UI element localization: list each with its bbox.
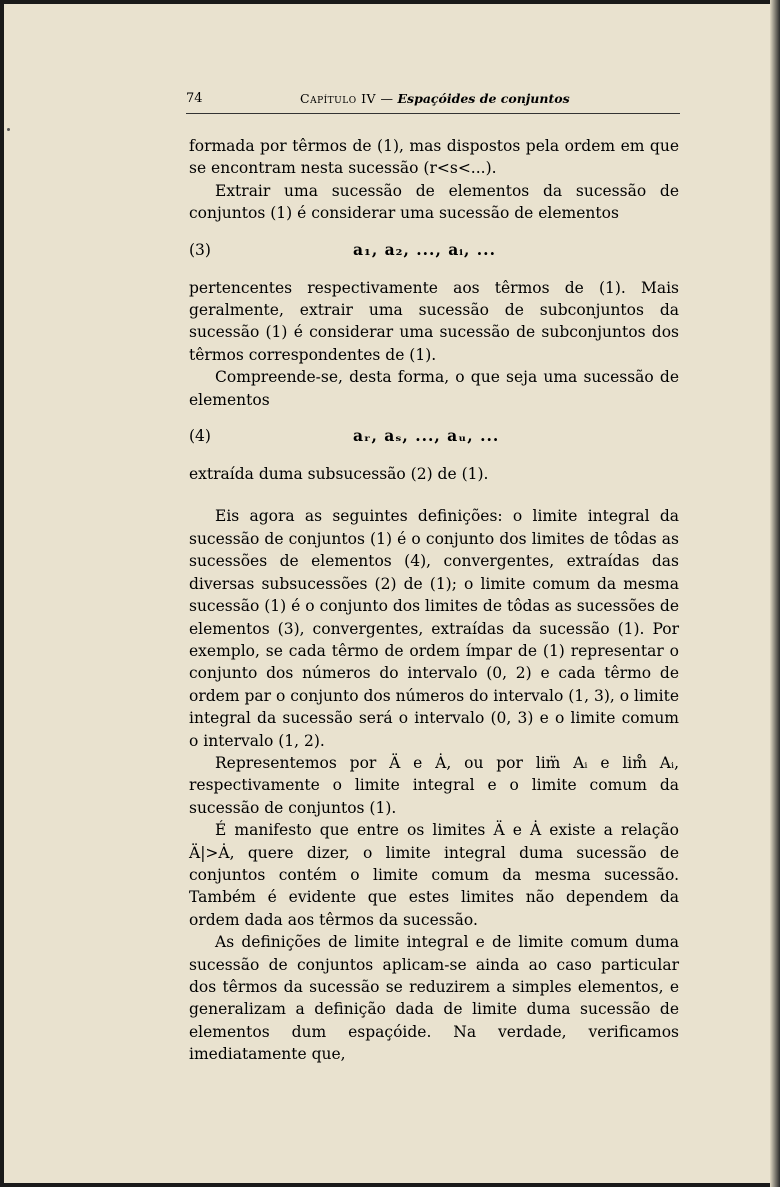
paragraph-8: É manifesto que entre os limites Ä e Ȧ existe a relação Ä|>Ȧ, quere dizer, o limite integral duma sucessão de conjuntos contém o limite comum da mesma sucessão. Também é evidente que estes limites não dependem da ordem dada aos têrmos da sucessão. bbox=[189, 821, 679, 929]
header-rule bbox=[186, 113, 680, 114]
chapter-subject: Espaçóides de conjuntos bbox=[397, 91, 570, 106]
equation-4-formula: aᵣ, aₛ, ..., aᵤ, ... bbox=[353, 426, 500, 446]
paragraph-2: Extrair uma sucessão de elementos da sucessão de conjuntos (1) é considerar uma sucessão de elementos bbox=[189, 181, 679, 223]
paragraph-7: Representemos por Ä e Ȧ, ou por lim̈ Aᵢ e lim̊ Aᵢ, respectivamente o limite integral e o limite comum da sucessão de conjuntos (1). bbox=[189, 753, 679, 817]
paragraph-4: Compreende-se, desta forma, o que seja uma sucessão de elementos bbox=[189, 368, 679, 409]
body-text bbox=[189, 135, 679, 1066]
paragraph-6: Eis agora as seguintes definições: o limite integral da sucessão de conjuntos (1) é o conjunto dos limites de tôdas as sucessões de elementos (4), convergentes, extraídas das diversas subsucessões (2) de (1); o limite comum da mesma sucessão (1) é o conjunto dos limites de tôdas as sucessões de elementos (3), convergentes, extraídas da sucessão (1). Por exemplo, se cada têrmo de ordem ímpar de (1) representar o conjunto dos números do intervalo (0, 2) e cada têrmo de ordem par o conjunto dos números do intervalo (1, 3), o limite integral da sucessão será o intervalo (0, 3) e o limite comum o intervalo (1, 2). bbox=[189, 507, 679, 750]
paragraph-1: formada por têrmos de (1), mas dispostos pela ordem em que se encontram nesta sucessão (r<s<...). bbox=[189, 137, 679, 178]
page-edge-shadow bbox=[770, 0, 780, 1187]
paragraph-9: As definições de limite integral e de limite comum duma sucessão de conjuntos aplicam-se ainda ao caso particular dos têrmos da sucessão se reduzirem a simples elementos, e generalizam a definição dada de limite duma sucessão de elementos dum espaçóide. Na verdade, verificamos imediatamente que, bbox=[189, 933, 679, 1064]
equation-3-label: (3) bbox=[189, 240, 211, 259]
paragraph-5: extraída duma subsucessão (2) de (1). bbox=[189, 465, 489, 484]
page-number: 74 bbox=[186, 91, 203, 106]
chapter-title bbox=[300, 90, 570, 108]
equation-3 bbox=[189, 239, 679, 261]
paragraph-3: pertencentes respectivamente aos têrmos de (1). Mais geralmente, extrair uma sucessão de subconjuntos da sucessão (1) é considerar uma sucessão de subconjuntos dos têrmos correspondentes de (1). bbox=[189, 278, 679, 364]
equation-3-formula: a₁, a₂, ..., aᵢ, ... bbox=[353, 239, 496, 259]
margin-speck bbox=[7, 128, 10, 131]
chapter-label: Capítulo IV — bbox=[300, 91, 394, 106]
equation-4 bbox=[189, 425, 679, 447]
equation-4-label: (4) bbox=[189, 427, 211, 446]
